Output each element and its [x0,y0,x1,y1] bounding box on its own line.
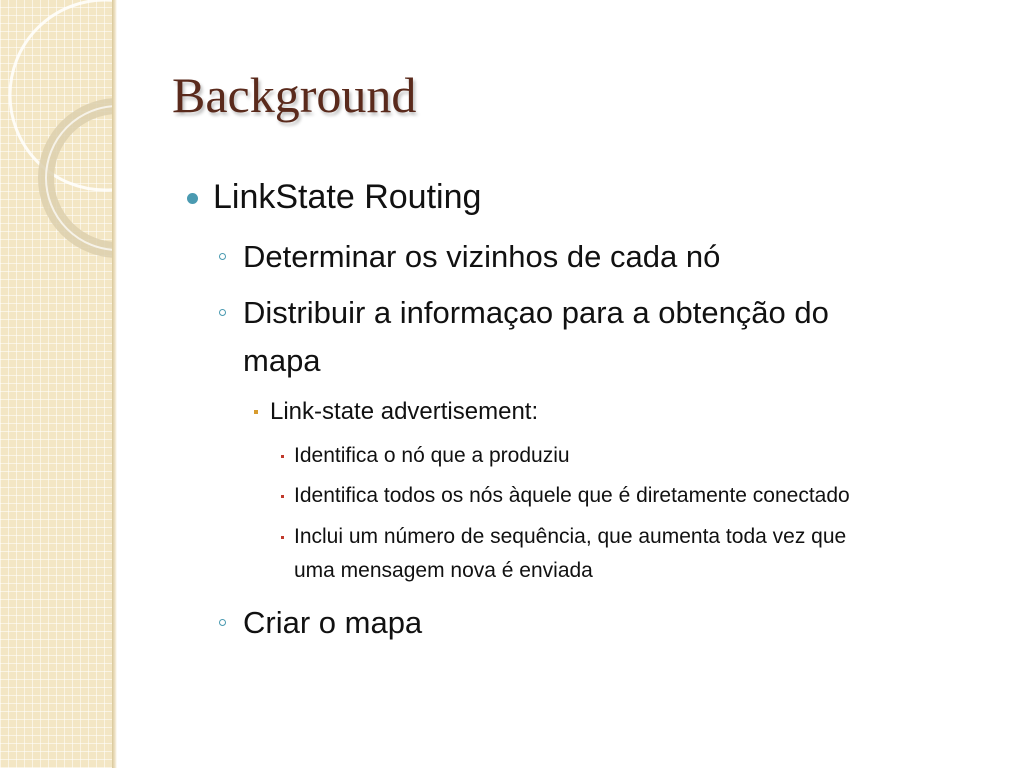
bullet-square-icon [281,536,284,539]
bullet-text: Link-state advertisement: [270,398,539,425]
bullet-ring-icon [219,619,226,626]
bullet-text: Determinar os vizinhos de cada nó [243,239,721,274]
bullet-ring-icon [219,309,226,316]
decorative-side-strip [0,0,112,768]
bullet-square-icon [281,455,284,458]
slide-title: Background [172,67,417,123]
bullet-text: Criar o mapa [243,605,423,640]
bullet-text: LinkState Routing [213,178,482,216]
bullet-dot-icon [187,193,198,204]
bullet-text-line-2: uma mensagem nova é enviada [294,559,593,582]
bullet-text-line-2: mapa [243,343,321,378]
bullet-text-line-1: Distribuir a informaçao para a obtenção do [243,295,829,330]
bullet-text-line-1: Inclui um número de sequência, que aumenta toda vez que [294,525,847,548]
deco-ring-large [10,0,112,190]
bullet-square-icon [281,495,284,498]
side-strip-edge [112,0,117,768]
bullet-square-icon [254,410,258,414]
bullet-text: Identifica o nó que a produziu [294,444,570,467]
bullet-ring-icon [219,253,226,260]
decorative-rings [0,0,112,768]
bullet-text: Identifica todos os nós àquele que é diretamente conectado [294,484,850,507]
